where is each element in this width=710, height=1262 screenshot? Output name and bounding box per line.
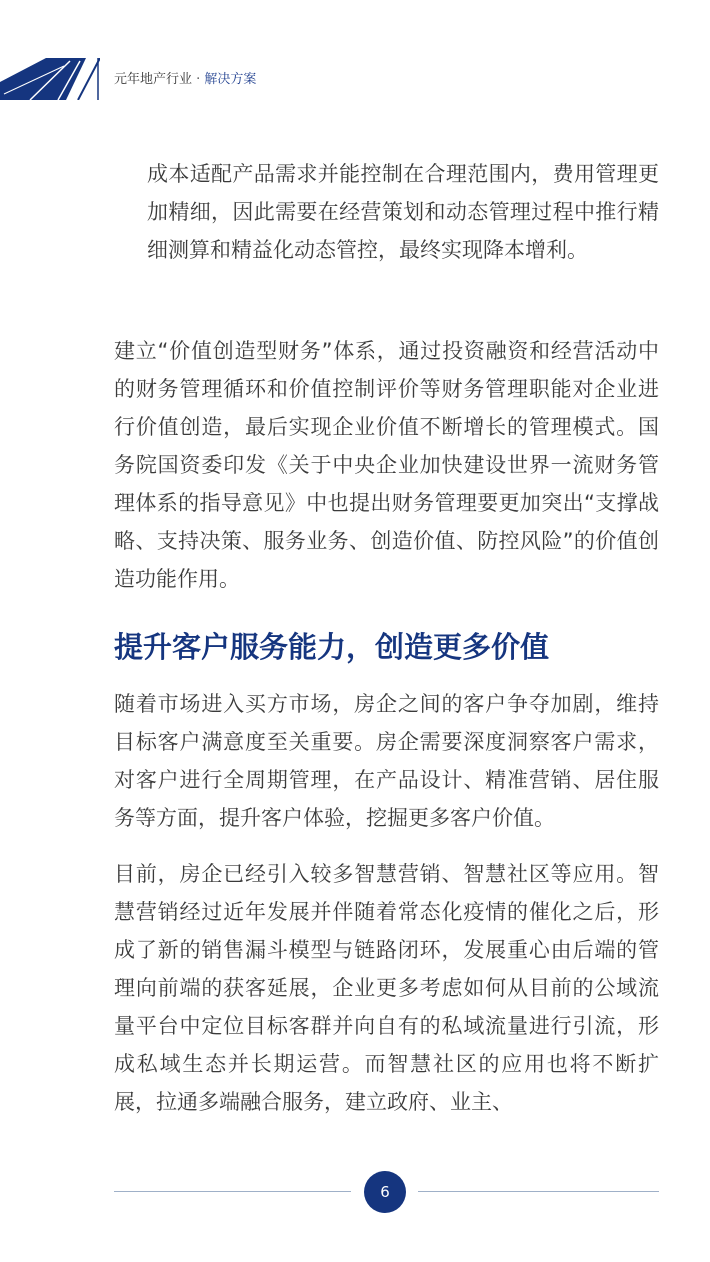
diagonal-stripes-logo xyxy=(0,58,100,100)
page-number: 6 xyxy=(364,1171,406,1213)
page-footer xyxy=(0,1170,710,1214)
header-title xyxy=(114,72,256,88)
footer-divider-right xyxy=(418,1191,659,1192)
paragraph-value-creation: 建立“价值创造型财务”体系，通过投资融资和经营活动中的财务管理循环和价值控制评价等财务管理职能对企业进行价值创造，最后实现企业价值不断增长的管理模式。国务院国资委印发《关于中央企业加快建设世界一流财务管理体系的指导意见》中也提出财务管理要更加突出“支撑战略、支持决策、服务业务、创造价值、防控风险”的价值创造功能作用。 xyxy=(114,339,659,591)
header-subtitle: 解决方案 xyxy=(204,72,257,87)
header-separator: · xyxy=(192,72,205,87)
page-header xyxy=(0,58,710,100)
footer-divider-left xyxy=(114,1191,351,1192)
section-heading: 提升客户服务能力，创造更多价值 xyxy=(114,630,550,664)
paragraph-customer-service: 随着市场进入买方市场，房企之间的客户争夺加剧，维持目标客户满意度至关重要。房企需要深度洞察客户需求，对客户进行全周期管理，在产品设计、精准营销、居住服务等方面，提升客户体验，挖掘更多客户价值。 xyxy=(114,692,659,830)
header-company: 元年地产行业 xyxy=(114,72,193,87)
paragraph-smart-applications: 目前，房企已经引入较多智慧营销、智慧社区等应用。智慧营销经过近年发展并伴随着常态化疫情的催化之后，形成了新的销售漏斗模型与链路闭环，发展重心由后端的管理向前端的获客延展，企业更多考虑如何从目前的公域流量平台中定位目标客群并向自有的私域流量进行引流，形成私域生态并长期运营。而智慧社区的应用也将不断扩展，拉通多端融合服务，建立政府、业主、 xyxy=(114,862,659,1114)
indented-paragraph: 成本适配产品需求并能控制在合理范围内，费用管理更加精细，因此需要在经营策划和动态管理过程中推行精细测算和精益化动态管控，最终实现降本增利。 xyxy=(147,162,659,262)
